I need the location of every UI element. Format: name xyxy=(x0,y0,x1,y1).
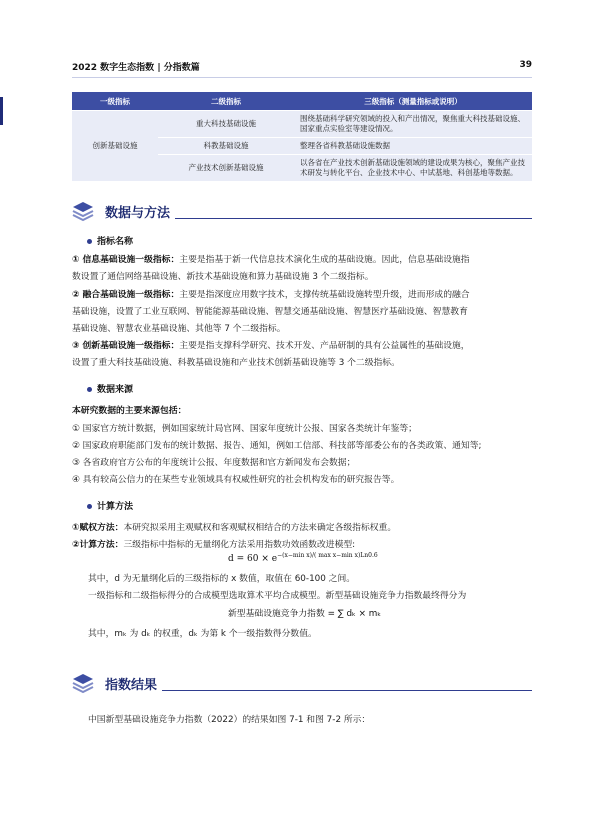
cell-line: 国家重点实验室等建设情况。 xyxy=(300,124,398,133)
para-label: ② 融合基础设施一级指标： xyxy=(72,290,180,300)
source-item: ① 国家官方统计数据，例如国家统计局官网、国家年度统计公报、国家各类统计年鉴等； xyxy=(72,424,417,434)
table-header-row xyxy=(72,92,532,111)
left-accent-bar xyxy=(0,97,3,125)
paragraph-line xyxy=(72,252,470,265)
subheading-indicator-names: 指标名称 xyxy=(97,237,134,247)
para-text: 主要是指支撑科学研究、技术开发、产品研制的具有公益属性的基础设施， xyxy=(179,341,470,351)
para-label: ① 信息基础设施一级指标： xyxy=(72,255,180,265)
formula-base: d = 60 × e xyxy=(228,554,278,564)
table-cell: 产业技术创新基础设施 xyxy=(158,155,294,182)
para-label: ②计算方法： xyxy=(72,540,124,550)
table-header-cell: 三级指标（测量指标或说明） xyxy=(294,92,532,111)
table-row xyxy=(72,111,532,138)
paragraph-line: 其中，d 为无量纲化后的三级指标的 x 数值，取值在 60-100 之间。 xyxy=(88,574,356,584)
paragraph-line: 基础设施、智慧农业基础设施、其他等 7 个二级指标。 xyxy=(72,324,286,334)
cell-line: 以各省在产业技术创新基础设施领域的建设成果为核心，聚焦产业技 xyxy=(300,158,525,167)
paragraph-line: 一级指标和二级指标得分的合成模型选取算术平均合成模型。新型基础设施竞争力指数最终得分为 xyxy=(88,591,467,601)
formula-exponent: −(x−min x)/( max x−min x)Ln0.6 xyxy=(277,552,378,559)
paragraph-line: 其中，mₖ 为 dₖ 的权重，dₖ 为第 k 个一级指数得分数值。 xyxy=(88,629,317,639)
layers-icon xyxy=(72,672,94,694)
bullet-dot-icon xyxy=(87,387,92,392)
table-cell xyxy=(294,111,532,138)
paragraph-line xyxy=(72,403,186,416)
index-formula: 新型基础设施竞争力指数 = ∑ dₖ × mₖ xyxy=(228,609,382,619)
page-header xyxy=(72,60,532,74)
section-index-results xyxy=(72,672,532,696)
indicator-table xyxy=(72,92,532,181)
section-title: 数据与方法 xyxy=(105,206,171,221)
table-group-cell: 创新基础设施 xyxy=(72,111,158,182)
paragraph-line: 设置了重大科技基础设施、科教基础设施和产业技术创新基础设施等 3 个二级指标。 xyxy=(72,358,400,368)
source-item: ② 国家政府职能部门发布的统计数据、报告、通知，例如工信部、科技部等部委公布的各类政策、通知等; xyxy=(72,441,482,451)
page-number: 39 xyxy=(519,60,532,70)
layers-icon xyxy=(72,200,94,222)
paragraph-line: 数设置了通信网络基础设施、新技术基础设施和算力基础设施 3 个二级指标。 xyxy=(72,272,374,282)
paragraph-line xyxy=(72,520,396,533)
para-label: ③ 创新基础设施一级指标： xyxy=(72,341,180,351)
para-text: 三级指标中指标的无量纲化方法采用指数功效函数改进模型: xyxy=(123,540,356,550)
table-header-cell: 二级指标 xyxy=(158,92,294,111)
section-rule xyxy=(175,218,532,219)
para-text: 本研究拟采用主观赋权和客观赋权相结合的方法来确定各级指标权重。 xyxy=(123,523,397,533)
table-header-cell: 一级指标 xyxy=(72,92,158,111)
table-cell: 重大科技基础设施 xyxy=(158,111,294,138)
header-title: 2022 数字生态指数 | 分指数篇 xyxy=(72,63,200,73)
section-title: 指数结果 xyxy=(105,678,158,693)
paragraph-line: 基础设施，设置了工业互联网、智能能源基础设施、智慧交通基础设施、智慧医疗基础设施、智慧教育 xyxy=(72,307,468,317)
para-label: ①赋权方法： xyxy=(72,523,124,533)
section-rule xyxy=(162,690,532,691)
bullet-dot-icon xyxy=(87,504,92,509)
para-label: 本研究数据的主要来源包括： xyxy=(72,406,187,416)
bullet-dot-icon xyxy=(87,239,92,244)
paragraph-line xyxy=(72,287,470,300)
cell-line: 术研发与转化平台、企业技术中心、中试基地、科创基地等数据。 xyxy=(300,168,518,177)
paragraph-line xyxy=(72,338,470,351)
cell-line: 整理各省科教基础设施数据 xyxy=(300,141,390,150)
source-item: ③ 各省政府官方公布的年度统计公报、年度数据和官方新闻发布会数据； xyxy=(72,458,356,468)
table-cell: 科教基础设施 xyxy=(158,138,294,155)
header-divider xyxy=(72,77,532,78)
table-cell xyxy=(294,138,532,155)
subheading-calculation: 计算方法 xyxy=(97,502,134,512)
results-intro: 中国新型基础设施竞争力指数（2022）的结果如图 7-1 和图 7-2 所示： xyxy=(88,715,371,725)
para-text: 主要是指深度应用数字技术，支撑传统基础设施转型升级，进而形成的融合 xyxy=(179,290,470,300)
source-item: ④ 具有较高公信力的在某些专业领域具有权威性研究的社会机构发布的研究报告等。 xyxy=(72,475,400,485)
para-text: 主要是指基于新一代信息技术演化生成的基础设施。因此，信息基础设施指 xyxy=(179,255,470,265)
cell-line: 围绕基础科学研究领域的投入和产出情况，聚焦重大科技基础设施、 xyxy=(300,114,525,123)
subheading-data-sources: 数据来源 xyxy=(97,385,134,395)
section-data-methods xyxy=(72,200,532,224)
table-cell xyxy=(294,155,532,182)
paragraph-line xyxy=(72,537,355,550)
power-function-formula xyxy=(228,552,378,564)
